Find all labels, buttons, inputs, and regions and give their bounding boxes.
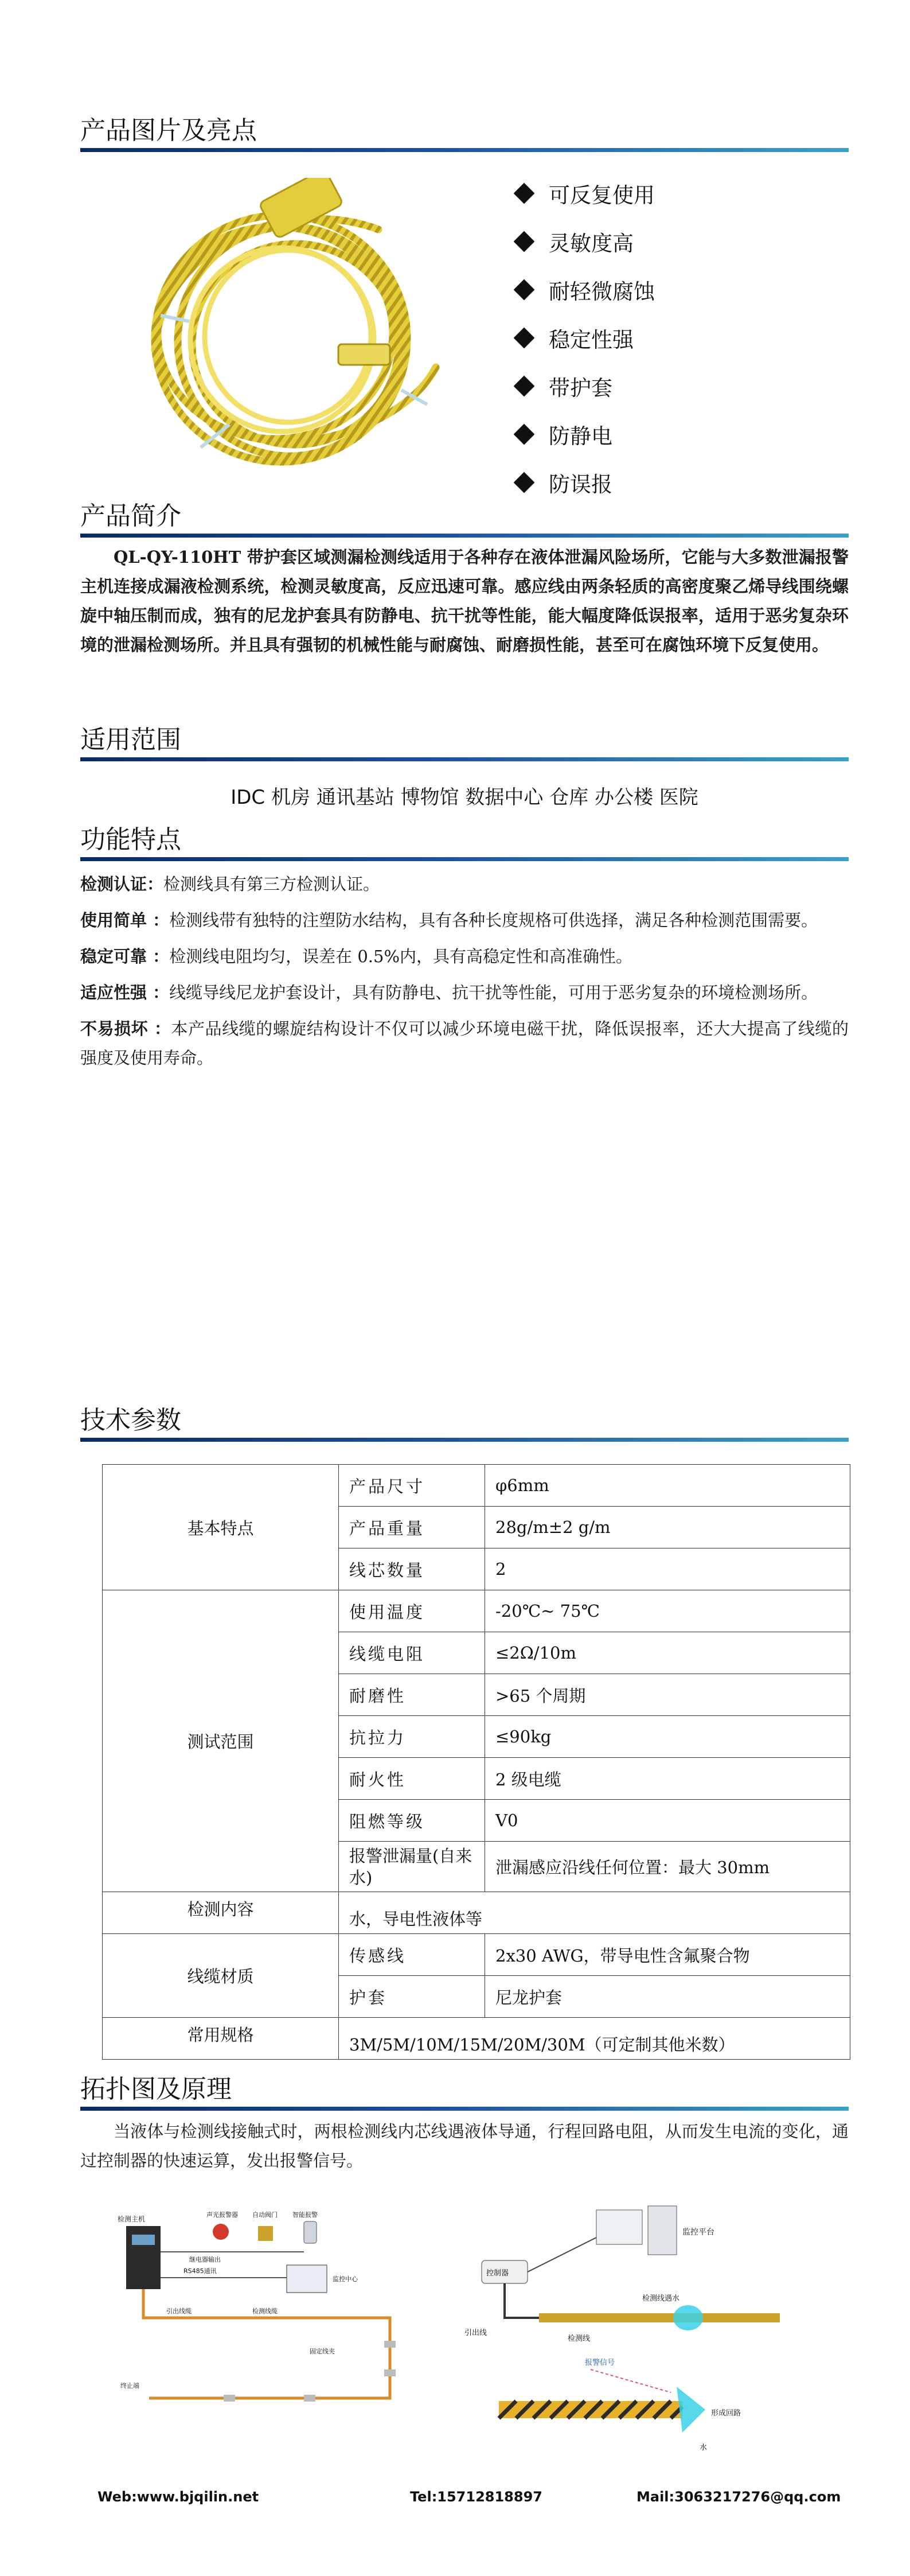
- features-list: [80, 870, 849, 1080]
- svg-text:监控中心: 监控中心: [333, 2275, 358, 2283]
- table-row: 产品重量 28g/m±2 g/m: [103, 1507, 850, 1548]
- feature-item: 稳定可靠 ：检测线电阻均匀，误差在 0.5%内，具有高稳定性和高准确性。: [80, 947, 633, 966]
- intro-paragraph: QL-QY-110HT 带护套区域测漏检测线适用于各种存在液体泄漏风险场所，它能与大多数泄漏报警主机连接成漏液检测系统，检测灵敏度高，反应迅速可靠。感应线由两条轻质的高密度聚乙烯导线围绕螺旋中轴压制而成，独有的尼龙护套具有防静电、抗干扰等性能，能大幅度降低误报率，适用于恶劣复杂环境的泄漏检测场所。并且具有强韧的机械性能与耐腐蚀、耐磨损性能，甚至可在腐蚀环境下反复使用。: [80, 547, 849, 655]
- table-row: 抗拉力 ≤90kg: [103, 1716, 850, 1758]
- highlight-item: 耐轻微腐蚀: [513, 266, 655, 314]
- feature-item: 适应性强 ：线缆导线尼龙护套设计，具有防静电、抗干扰等性能，可用于恶劣复杂的环境检测场所。: [80, 983, 818, 1002]
- table-row: 线缆材质 传感线 2x30 AWG，带导电性含氟聚合物: [103, 1934, 850, 1976]
- scope-list: IDC 机房 通讯基站 博物馆 数据中心 仓库 办公楼 医院: [231, 786, 698, 809]
- section-divider: [80, 534, 849, 538]
- group-material: 线缆材质: [103, 1934, 339, 2018]
- table-row: 耐磨性 >65 个周期: [103, 1674, 850, 1716]
- section-divider: [80, 857, 849, 861]
- feature-item: 检测认证：检测线具有第三方检测认证。: [80, 874, 380, 894]
- svg-text:引出线缆: 引出线缆: [166, 2307, 192, 2315]
- section-title-intro: 产品简介: [80, 501, 181, 531]
- table-row: 检测内容 水，导电性液体等: [103, 1892, 850, 1934]
- section-title-scope: 适用范围: [80, 725, 181, 754]
- footer-tel: Tel:15712818897: [410, 2489, 542, 2505]
- topology-paragraph: 当液体与检测线接触式时，两根检测线内芯线遇液体导通，行程回路电阻，从而发生电流的变化，通过控制器的快速运算，发出报警信号。: [80, 2122, 849, 2170]
- highlight-item: 防静电: [513, 410, 655, 458]
- group-content: 检测内容: [103, 1892, 339, 1934]
- svg-text:RS485通讯: RS485通讯: [183, 2267, 217, 2275]
- svg-text:声光报警器: 声光报警器: [206, 2211, 238, 2219]
- diamond-bullet-icon: [514, 376, 535, 397]
- highlight-item: 可反复使用: [513, 169, 655, 217]
- page-footer: [0, 2489, 910, 2512]
- svg-text:形成回路: 形成回路: [711, 2409, 741, 2418]
- section-divider: [80, 757, 849, 761]
- highlights-list: [513, 169, 655, 507]
- footer-web: Web:www.bjqilin.net: [97, 2489, 259, 2505]
- tech-params-table: [102, 1464, 850, 2060]
- diamond-bullet-icon: [514, 424, 535, 445]
- svg-text:智能报警: 智能报警: [292, 2211, 318, 2219]
- table-row: 线缆电阻 ≤2Ω/10m: [103, 1632, 850, 1674]
- table-row: 测试范围 使用温度 -20℃~ 75℃: [103, 1590, 850, 1632]
- diamond-bullet-icon: [514, 328, 535, 349]
- svg-text:水: 水: [700, 2443, 708, 2452]
- svg-text:终止端: 终止端: [120, 2382, 139, 2390]
- footer-mail: Mail:3063217276@qq.com: [636, 2489, 841, 2505]
- group-test: 测试范围: [103, 1590, 339, 1892]
- table-row: 报警泄漏量(自来水) 泄漏感应沿线任何位置：最大 30mm: [103, 1842, 850, 1892]
- svg-text:检测线遇水: 检测线遇水: [642, 2294, 680, 2303]
- section-title-topology: 拓扑图及原理: [80, 2075, 232, 2104]
- diamond-bullet-icon: [514, 472, 535, 493]
- svg-text:控制器: 控制器: [486, 2269, 509, 2278]
- table-row: 线芯数量 2: [103, 1548, 850, 1590]
- table-row: 常用规格 3M/5M/10M/15M/20M/30M（可定制其他米数）: [103, 2018, 850, 2060]
- svg-text:引出线: 引出线: [464, 2329, 487, 2337]
- section-divider: [80, 148, 849, 152]
- highlight-item: 稳定性强: [513, 314, 655, 362]
- highlight-item: 带护套: [513, 362, 655, 410]
- diamond-bullet-icon: [514, 231, 535, 252]
- svg-text:检测线: 检测线: [568, 2334, 591, 2343]
- cable-product-image: [138, 178, 459, 482]
- svg-text:继电器输出: 继电器输出: [189, 2256, 221, 2263]
- section-divider: [80, 1438, 849, 1442]
- group-basic: 基本特点: [103, 1465, 339, 1590]
- table-row: 护套 尼龙护套: [103, 1976, 850, 2018]
- table-row: 基本特点 产品尺寸 φ6mm: [103, 1465, 850, 1507]
- highlight-item: 灵敏度高: [513, 217, 655, 266]
- feature-item: 使用简单 ：检测线带有独特的注塑防水结构，具有各种长度规格可供选择，满足各种检测范围需要。: [80, 910, 818, 930]
- leak-principle-diagram: [453, 2203, 849, 2478]
- table-row: 阻燃等级 V0: [103, 1800, 850, 1842]
- section-title-images: 产品图片及亮点: [80, 116, 257, 145]
- svg-text:固定线夹: 固定线夹: [310, 2348, 335, 2355]
- svg-text:报警信号: 报警信号: [585, 2359, 615, 2367]
- feature-item: 不易损坏 ：本产品线缆的螺旋结构设计不仅可以减少环境电磁干扰，降低误报率，还大大提高了线缆的强度及使用寿命。: [80, 1019, 849, 1068]
- diamond-bullet-icon: [514, 279, 535, 301]
- section-title-features: 功能特点: [80, 825, 181, 854]
- host-label: 检测主机: [118, 2215, 146, 2223]
- svg-text:自动阀门: 自动阀门: [252, 2211, 278, 2219]
- svg-text:检测线缆: 检测线缆: [252, 2307, 278, 2315]
- diamond-bullet-icon: [514, 183, 535, 204]
- group-spec: 常用规格: [103, 2018, 339, 2060]
- highlight-item: 防误报: [513, 458, 655, 507]
- system-wiring-diagram: [115, 2209, 424, 2427]
- section-divider: [80, 2107, 849, 2111]
- table-row: 耐火性 2 级电缆: [103, 1758, 850, 1800]
- svg-text:监控平台: 监控平台: [682, 2228, 714, 2237]
- section-title-tech: 技术参数: [80, 1406, 181, 1435]
